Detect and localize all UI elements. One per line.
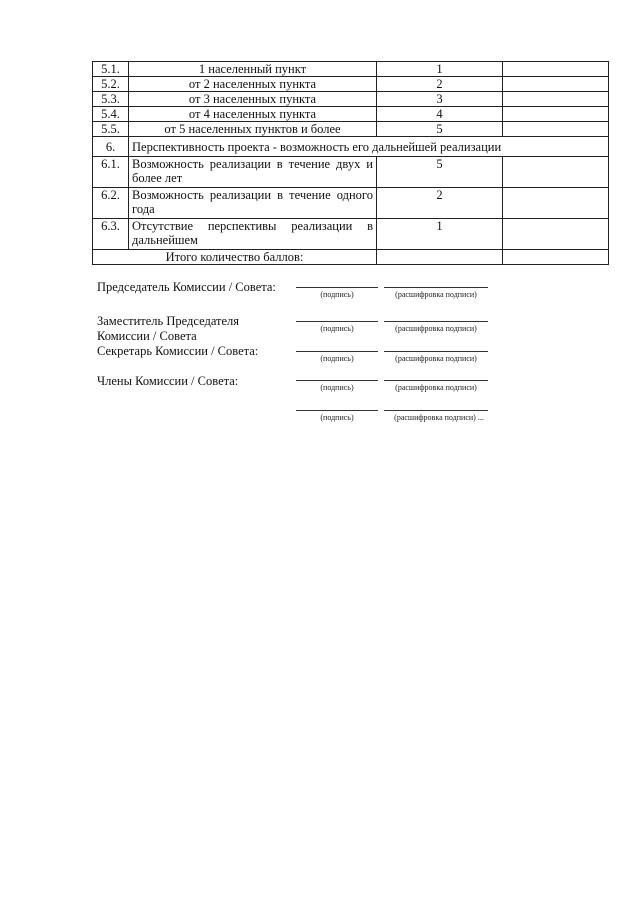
points-cell: 5	[377, 122, 503, 137]
total-row	[93, 250, 609, 265]
signature-caption: (подпись)	[320, 413, 354, 422]
row-number: 6.3.	[93, 219, 129, 250]
points-cell: 1	[377, 219, 503, 250]
criterion-cell: от 3 населенных пункта	[129, 92, 377, 107]
points-cell: 1	[377, 62, 503, 77]
table-row	[93, 157, 609, 188]
decode-line	[384, 287, 488, 288]
signature-line	[296, 380, 378, 381]
decode-caption: (расшифровка подписи) ...	[394, 413, 484, 422]
row-number: 5.1.	[93, 62, 129, 77]
section-number: 6.	[93, 137, 129, 157]
table-row	[93, 77, 609, 92]
points-cell: 2	[377, 188, 503, 219]
empty-cell	[503, 157, 609, 188]
empty-cell	[503, 62, 609, 77]
criterion-cell: 1 населенный пункт	[129, 62, 377, 77]
deputy-label-line1: Заместитель Председателя	[97, 314, 240, 328]
criterion-cell: Возможность реализации в течение одного года	[129, 188, 377, 219]
points-cell: 2	[377, 77, 503, 92]
row-number: 6.2.	[93, 188, 129, 219]
signature-line	[296, 351, 378, 352]
table-row	[93, 219, 609, 250]
table-row	[93, 107, 609, 122]
row-number: 5.2.	[93, 77, 129, 92]
table-row	[93, 62, 609, 77]
secretary-label: Секретарь Комиссии / Совета:	[97, 344, 259, 358]
decode-caption: (расшифровка подписи)	[395, 354, 477, 363]
empty-cell	[503, 250, 609, 265]
empty-cell	[503, 92, 609, 107]
row-number: 5.4.	[93, 107, 129, 122]
empty-cell	[503, 122, 609, 137]
chairman-label: Председатель Комиссии / Совета:	[97, 280, 276, 294]
empty-cell	[503, 219, 609, 250]
signature-caption: (подпись)	[320, 383, 354, 392]
signature-caption: (подпись)	[320, 290, 354, 299]
decode-line	[384, 410, 488, 411]
points-cell: 4	[377, 107, 503, 122]
decode-line	[384, 351, 488, 352]
criterion-cell: Возможность реализации в течение двух и более лет	[129, 157, 377, 188]
row-number: 5.5.	[93, 122, 129, 137]
section-title: Перспективность проекта - возможность его дальнейшей реализации	[129, 137, 609, 157]
signature-caption: (подпись)	[320, 354, 354, 363]
signature-caption: (подпись)	[320, 324, 354, 333]
table-row	[93, 92, 609, 107]
table-row	[93, 188, 609, 219]
section-row	[93, 137, 609, 157]
total-label: Итого количество баллов:	[93, 250, 377, 265]
criterion-cell: от 5 населенных пунктов и более	[129, 122, 377, 137]
decode-caption: (расшифровка подписи)	[395, 324, 477, 333]
empty-cell	[503, 107, 609, 122]
signature-line	[296, 321, 378, 322]
signature-line	[296, 410, 378, 411]
decode-line	[384, 380, 488, 381]
row-number: 6.1.	[93, 157, 129, 188]
decode-caption: (расшифровка подписи)	[395, 290, 477, 299]
row-number: 5.3.	[93, 92, 129, 107]
criterion-cell: от 4 населенных пункта	[129, 107, 377, 122]
decode-caption: (расшифровка подписи)	[395, 383, 477, 392]
empty-cell	[503, 188, 609, 219]
criterion-cell: Отсутствие перспективы реализации в дальнейшем	[129, 219, 377, 250]
empty-cell	[503, 77, 609, 92]
table-row	[93, 122, 609, 137]
total-points-cell	[377, 250, 503, 265]
members-label: Члены Комиссии / Совета:	[97, 374, 239, 388]
points-cell: 3	[377, 92, 503, 107]
decode-line	[384, 321, 488, 322]
deputy-label-line2: Комиссии / Совета	[97, 329, 197, 343]
criterion-cell: от 2 населенных пункта	[129, 77, 377, 92]
points-cell: 5	[377, 157, 503, 188]
score-table	[92, 61, 609, 265]
signature-line	[296, 287, 378, 288]
